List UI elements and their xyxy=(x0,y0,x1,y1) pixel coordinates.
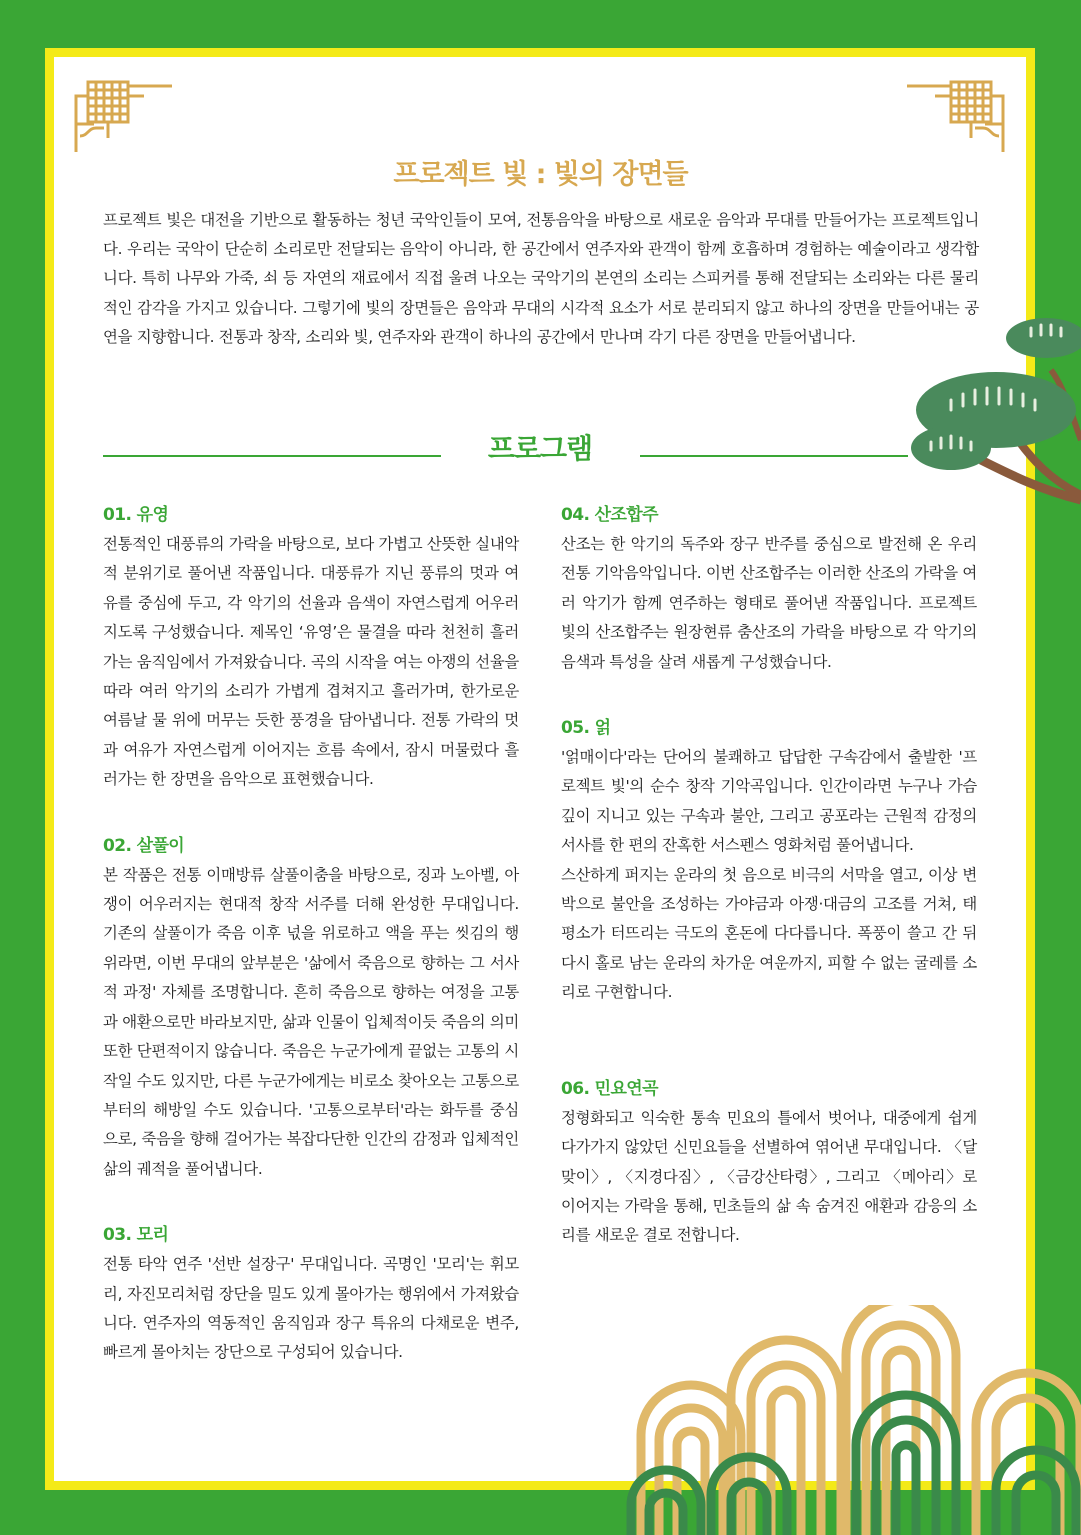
program-item-title: 05. 얽 xyxy=(561,718,611,739)
program-item-title: 04. 산조합주 xyxy=(561,505,658,525)
program-item-body: 본 작품은 전통 이매방류 살풀이춤을 바탕으로, 징과 노아벨, 아쟁이 어우러지는 현대적 창작 서주를 더해 완성한 무대입니다. 기존의 살풀이가 죽음 이후 넋을 위로하고 액을 푸는 씻김의 행위라면, 이번 무대의 앞부분은 '삶에서 죽음으로 향하는 그 서사적 과정' 자체를 조명합니다. 흔히 죽음으로 향하는 여정을 고통과 애환으로만 바라보지만, 삶과 인물이 입체적이듯 죽음의 의미 또한 단편적이지 않습니다. 죽음은 누군가에게 끝없는 고통의 시작일 수도 있지만, 다른 누군가에게는 비로소 찾아오는 고통으로부터의 해방일 수도 있습니다. '고통으로부터'라는 화두를 중심으로, 죽음을 향해 걸어가는 복잡다단한 인간의 감정과 입체적인 삶의 궤적을 풀어냅니다. xyxy=(103,865,519,1178)
program-item xyxy=(561,1074,977,1251)
program-item-title: 01. 유영 xyxy=(103,505,169,525)
divider-right xyxy=(640,455,908,457)
program-item-body: 산조는 한 악기의 독주와 장구 반주를 중심으로 발전해 온 우리 전통 기악음악입니다. 이번 산조합주는 이러한 산조의 가락을 여러 악기가 함께 연주하는 형태로 풀어낸 작품입니다. 프로젝트 빛의 산조합주는 원장현류 춤산조의 가락을 바탕으로 각 악기의 음색과 특성을 살려 새롭게 구성했습니다. xyxy=(561,535,977,671)
program-item xyxy=(103,500,519,795)
program-column-left xyxy=(103,500,519,1368)
program-item-title: 03. 모리 xyxy=(103,1225,169,1246)
program-heading: 프로그램 xyxy=(487,432,593,465)
program-item-body: 스산하게 퍼지는 운라의 첫 음으로 비극의 서막을 열고, 이상 변박으로 불안을 조성하는 가야금과 아쟁·대금의 고조를 거쳐, 태평소가 터뜨리는 극도의 혼돈에 다다릅니다. 폭풍이 쓸고 간 뒤 다시 홀로 남는 운라의 차가운 여운까지, 피할 수 없는 굴레를 소리로 구현합니다. xyxy=(561,865,977,1002)
page-title: 프로젝트 빛 : 빛의 장면들 xyxy=(393,159,688,190)
program-item-title: 02. 살풀이 xyxy=(103,835,185,856)
knot-ornament-right-icon xyxy=(905,76,1005,156)
program-item xyxy=(103,831,519,1184)
program-item xyxy=(561,500,977,677)
program-item-body: '얽매이다'라는 단어의 불쾌하고 답답한 구속감에서 출발한 '프로젝트 빛'의 순수 창작 기악곡입니다. 인간이라면 누구나 가슴 깊이 지니고 있는 구속과 불안, 그리고 공포라는 근원적 감정의 서사를 한 편의 잔혹한 서스펜스 영화처럼 풀어냅니다. xyxy=(561,748,977,855)
program-item xyxy=(103,1220,519,1368)
knot-ornament-left-icon xyxy=(74,76,174,156)
program-item-title: 06. 민요연곡 xyxy=(561,1078,658,1099)
program-item-body: 전통 타악 연주 '선반 설장구' 무대입니다. 곡명인 '모리'는 휘모리, 자진모리처럼 장단을 밀도 있게 몰아가는 행위에서 가져왔습니다. 연주자의 역동적인 움직임과 장구 특유의 다채로운 변주, 빠르게 몰아치는 장단으로 구성되어 있습니다. xyxy=(103,1255,519,1362)
program-column-right xyxy=(561,500,977,1251)
intro-paragraph: 프로젝트 빛은 대전을 기반으로 활동하는 청년 국악인들이 모여, 전통음악을 바탕으로 새로운 음악과 무대를 만들어가는 프로젝트입니다. 우리는 국악이 단순히 소리로만 전달되는 음악이 아니라, 한 공간에서 연주자와 관객이 함께 호흡하며 경험하는 예술이라고 생각합니다. 특히 나무와 가죽, 쇠 등 자연의 재료에서 직접 울려 나오는 국악기의 본연의 소리는 스피커를 통해 전달되는 소리와는 다른 물리적인 감각을 가지고 있습니다. 그렇기에 빛의 장면들은 음악과 무대의 시각적 요소가 서로 분리되지 않고 하나의 장면을 만들어내는 공연을 지향합니다. 전통과 창작, 소리와 빛, 연주자와 관객이 하나의 공간에서 만나며 각기 다른 장면을 만들어냅니다. xyxy=(103,211,979,346)
program-item-body: 전통적인 대풍류의 가락을 바탕으로, 보다 가볍고 산뜻한 실내악적 분위기로 풀어낸 작품입니다. 대풍류가 지닌 풍류의 멋과 여유를 중심에 두고, 각 악기의 선율과 음색이 자연스럽게 어우러지도록 구성했습니다. 제목인 ‘유영’은 물결을 따라 천천히 흘러가는 움직임에서 가져왔습니다. 곡의 시작을 여는 아쟁의 선율을 따라 여러 악기의 소리가 가볍게 겹쳐지고 흘러가며, 한가로운 여름날 물 위에 머무는 듯한 풍경을 담아냅니다. 전통 가락의 멋과 여유가 자연스럽게 이어지는 흐름 속에서, 잠시 머물렀다 흘러가는 한 장면을 음악으로 표현했습니다. xyxy=(103,535,519,789)
program-item xyxy=(561,713,977,1008)
divider-left xyxy=(103,455,441,457)
program-item-body: 정형화되고 익숙한 통속 민요의 틀에서 벗어나, 대중에게 쉽게 다가가지 않았던 신민요들을 선별하여 엮어낸 무대입니다. 〈달맞이〉, 〈지경다짐〉, 〈금강산타령〉, 그리고 〈메아리〉로 이어지는 가락을 통해, 민초들의 삶 속 숨겨진 애환과 감응의 소리를 새로운 결로 전합니다. xyxy=(561,1108,977,1245)
hill-arches-icon xyxy=(601,1305,1081,1535)
